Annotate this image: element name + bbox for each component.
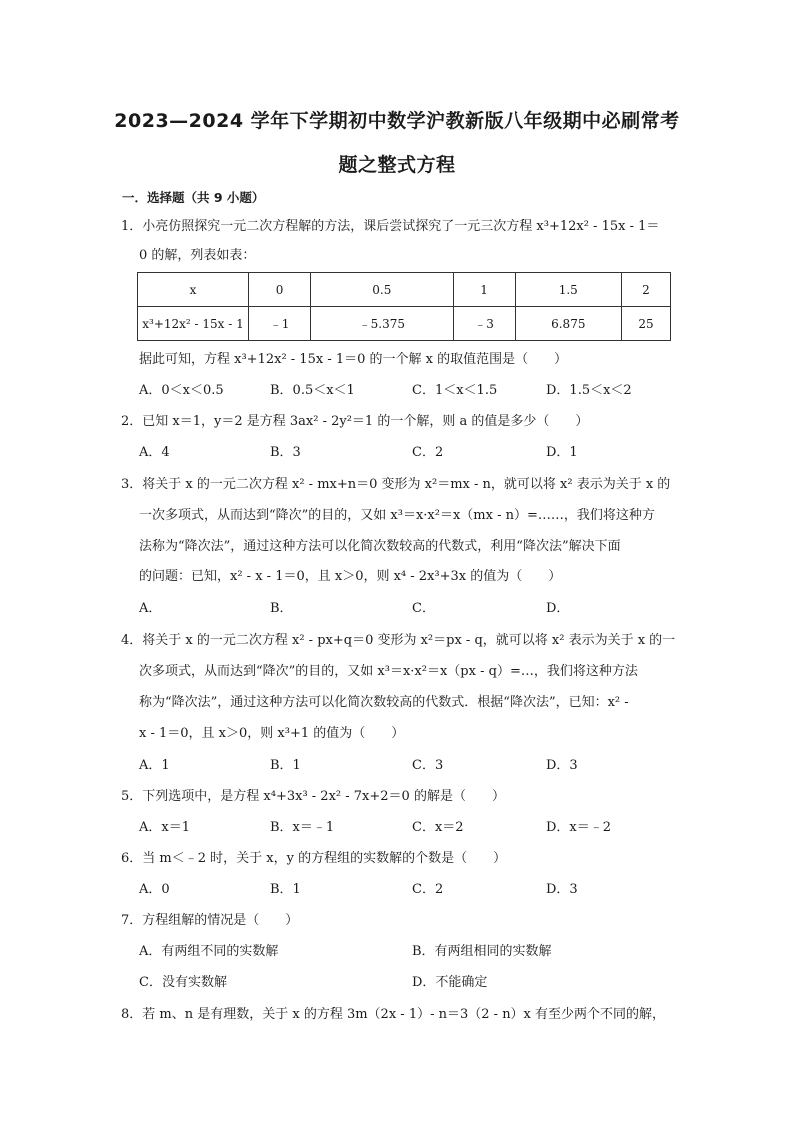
q7-text-line1: 7．方程组解的情况是（ ）: [121, 913, 299, 928]
q6-option-b[interactable]: B．1: [270, 882, 301, 897]
page-title-line1: 2023—2024 学年下学期初中数学沪教新版八年级期中必刷常考: [114, 110, 680, 132]
q6-option-a[interactable]: A．0: [139, 882, 170, 897]
q7-option-b[interactable]: B．有两组相同的实数解: [412, 944, 552, 959]
q5-option-c[interactable]: C．x＝2: [412, 820, 464, 835]
q3-option-d[interactable]: D．: [546, 601, 570, 616]
q4-option-b[interactable]: B．1: [270, 758, 301, 773]
q5-option-b[interactable]: B．x＝﹣1: [270, 820, 335, 835]
table-cell: 0.5: [311, 273, 453, 307]
q7-option-a[interactable]: A．有两组不同的实数解: [139, 944, 279, 959]
q2-text-line1: 2．已知 x＝1，y＝2 是方程 3ax² - 2y²＝1 的一个解，则 a 的值是多少（ ）: [121, 414, 589, 429]
table-cell: ﹣1: [249, 307, 311, 341]
q1-option-d[interactable]: D．1.5＜x＜2: [546, 383, 632, 398]
table-row: [138, 273, 671, 307]
q7-option-d[interactable]: D．不能确定: [412, 975, 488, 990]
page-title-line2: 题之整式方程: [338, 154, 456, 176]
q5-option-d[interactable]: D．x＝﹣2: [546, 820, 612, 835]
q6-text-line1: 6．当 m＜﹣2 时，关于 x，y 的方程组的实数解的个数是（ ）: [121, 851, 507, 866]
q3-text-line3: 法称为“降次法”，通过这种方法可以化简次数较高的代数式，利用“降次法”解决下面: [139, 539, 621, 554]
q1-text-line3: 据此可知，方程 x³+12x² - 15x - 1＝0 的一个解 x 的取值范围是（ ）: [139, 352, 568, 367]
table-cell: 0: [249, 273, 311, 307]
q8-text-line1: 8．若 m、n 是有理数，关于 x 的方程 3m（2x - 1）- n＝3（2 - n）x 有至少两个不同的解，: [121, 1007, 666, 1022]
q7-option-c[interactable]: C．没有实数解: [139, 975, 227, 990]
q6-option-c[interactable]: C．2: [412, 882, 444, 897]
q1-text-line2: 0 的解，列表如表：: [139, 248, 256, 263]
q4-text-line2: 次多项式，从而达到“降次”的目的，又如 x³＝x·x²＝x（px - q）=…，我们将这种方法: [139, 664, 638, 679]
q3-option-a[interactable]: A．: [139, 601, 162, 616]
q3-text-line4: 的问题：已知，x² - x - 1＝0，且 x＞0，则 x⁴ - 2x³+3x 的值为（ ）: [139, 569, 562, 584]
section-heading: 一．选择题（共 9 小题）: [122, 190, 265, 205]
q4-option-d[interactable]: D．3: [546, 758, 578, 773]
table-cell: x³+12x² - 15x - 1: [138, 307, 249, 341]
table-cell: 1: [453, 273, 515, 307]
table-cell: 2: [621, 273, 670, 307]
table-cell: ﹣3: [453, 307, 515, 341]
q1-value-table: [137, 272, 671, 341]
q5-text-line1: 5．下列选项中，是方程 x⁴+3x³ - 2x² - 7x+2＝0 的解是（ ）: [121, 789, 505, 804]
q1-option-b[interactable]: B．0.5＜x＜1: [270, 383, 355, 398]
q6-option-d[interactable]: D．3: [546, 882, 578, 897]
q1-option-c[interactable]: C．1＜x＜1.5: [412, 383, 498, 398]
table-cell: 25: [621, 307, 670, 341]
q4-option-a[interactable]: A．1: [139, 758, 170, 773]
q5-option-a[interactable]: A．x＝1: [139, 820, 190, 835]
q3-option-b[interactable]: B．: [270, 601, 293, 616]
q4-text-line1: 4．将关于 x 的一元二次方程 x² - px+q＝0 变形为 x²＝px - q，就可以将 x² 表示为关于 x 的一: [121, 633, 676, 648]
table-cell: 6.875: [515, 307, 621, 341]
q3-text-line1: 3．将关于 x 的一元二次方程 x² - mx+n＝0 变形为 x²＝mx - n，就可以将 x² 表示为关于 x 的: [121, 477, 671, 492]
table-cell: x: [138, 273, 249, 307]
q2-option-a[interactable]: A．4: [139, 445, 170, 460]
q2-option-d[interactable]: D．1: [546, 445, 578, 460]
q4-text-line3: 称为“降次法”，通过这种方法可以化简次数较高的代数式．根据“降次法”，已知：x² -: [139, 695, 629, 710]
table-cell: 1.5: [515, 273, 621, 307]
q4-text-line4: x - 1＝0，且 x＞0，则 x³+1 的值为（ ）: [139, 726, 405, 741]
q2-option-c[interactable]: C．2: [412, 445, 444, 460]
q3-option-c[interactable]: C．: [412, 601, 435, 616]
q1-text-line1: 1．小亮仿照探究一元二次方程解的方法，课后尝试探究了一元三次方程 x³+12x² - 15x - 1＝: [121, 219, 660, 234]
q1-option-a[interactable]: A．0＜x＜0.5: [139, 383, 224, 398]
table-row: [138, 307, 671, 341]
q3-text-line2: 一次多项式，从而达到“降次”的目的，又如 x³＝x·x²＝x（mx - n）=……，我们将这种方: [139, 508, 655, 523]
q4-option-c[interactable]: C．3: [412, 758, 444, 773]
q2-option-b[interactable]: B．3: [270, 445, 301, 460]
table-cell: ﹣5.375: [311, 307, 453, 341]
